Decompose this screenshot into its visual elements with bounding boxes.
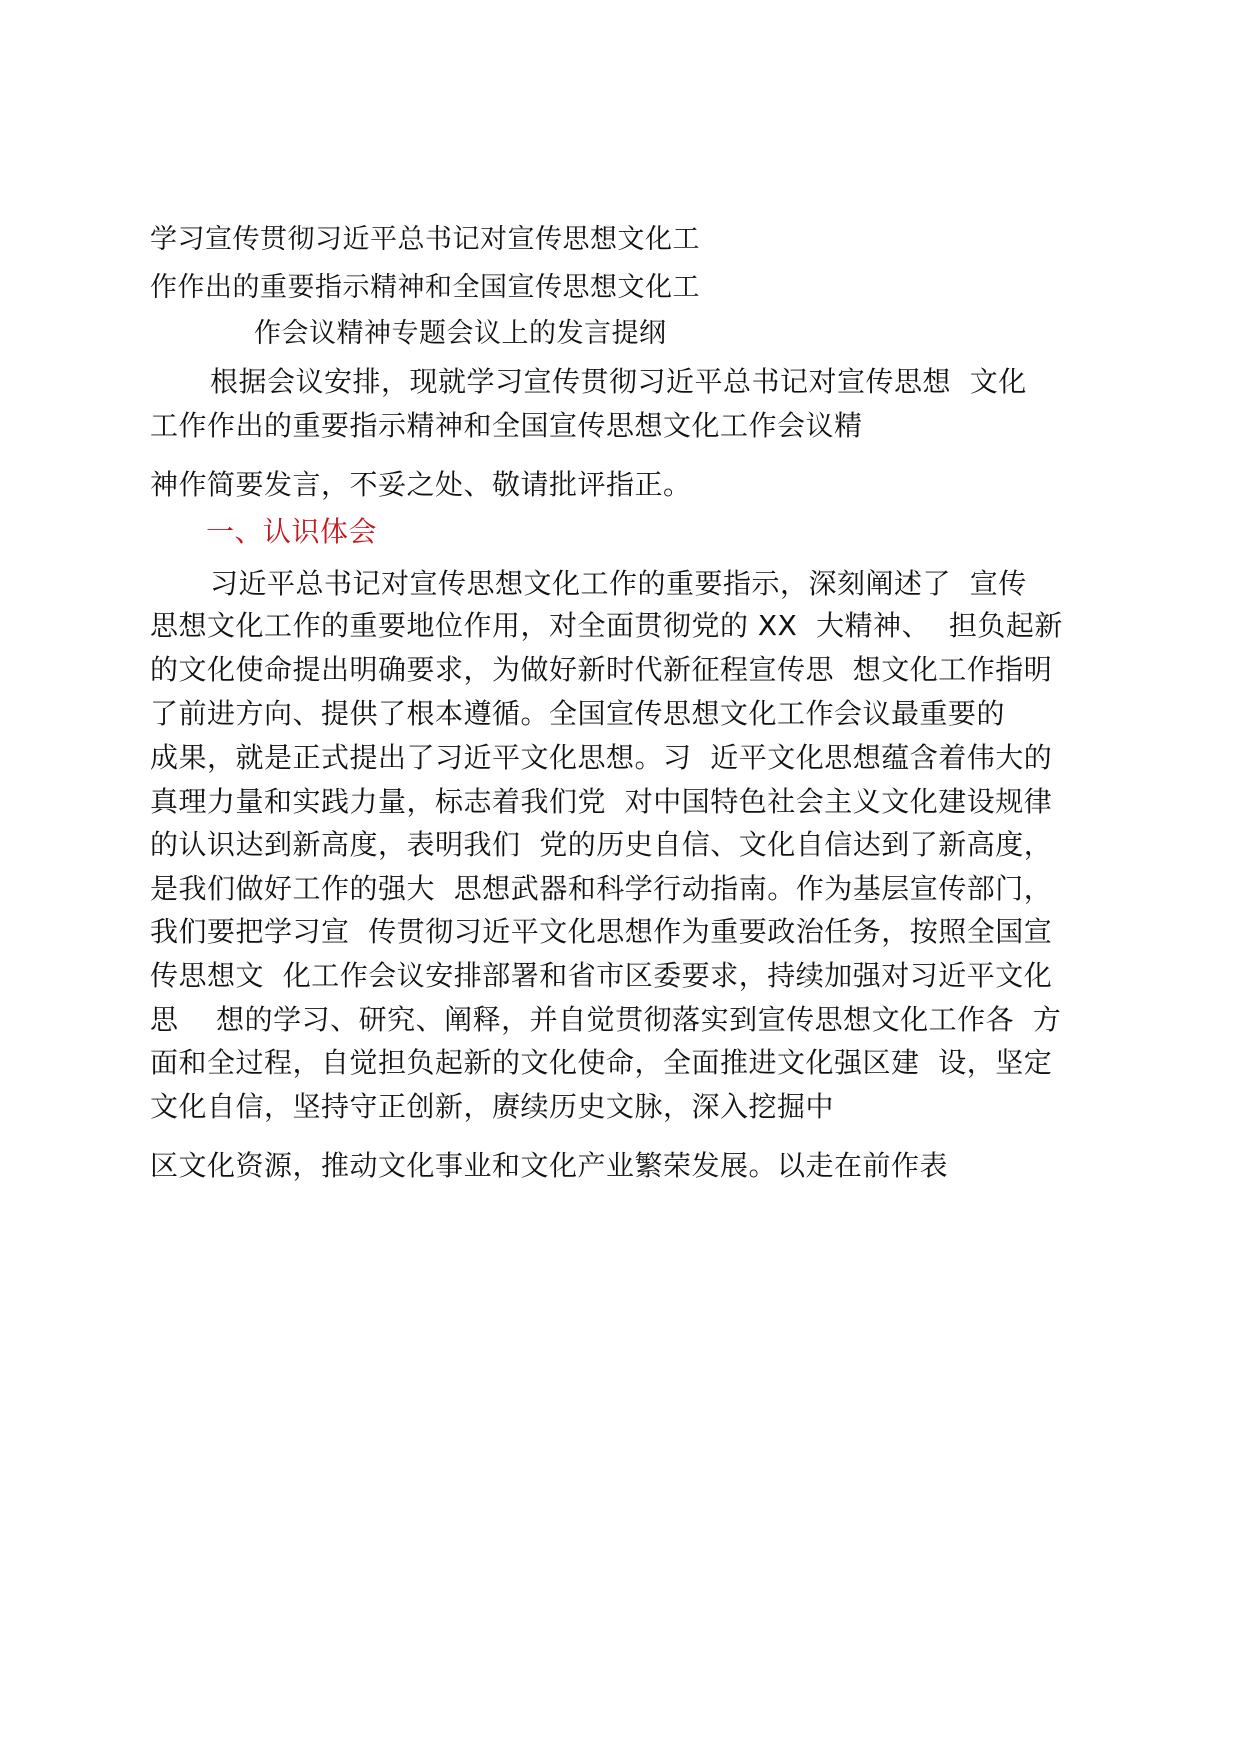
section-heading: 一、认识体会 [206, 515, 378, 548]
body-line-1: 习近平总书记对宣传思想文化工作的重要指示，深刻阐述了 宣传 [210, 567, 1027, 600]
title-line-1: 学习宣传贯彻习近平总书记对宣传思想文化工 [150, 224, 700, 255]
body-line-6: 真理力量和实践力量，标志着我们党 对中国特色社会主义文化建设规律 [150, 785, 1053, 818]
body-line-2: 思想文化工作的重要地位作用，对全面贯彻党的 XX 大精神、 担负起新 [150, 609, 1063, 642]
body-line-9: 我们要把学习宣 传贯彻习近平文化思想作为重要政治任务，按照全国宣 [150, 915, 1053, 948]
body-line-8: 是我们做好工作的强大 思想武器和科学行动指南。作为基层宣传部门， [150, 872, 1053, 905]
intro-line-3: 神作简要发言，不妥之处、敬请批评指正。 [150, 468, 692, 501]
title-line-2: 作作出的重要指示精神和全国宣传思想文化工 [150, 272, 700, 303]
body-line-10: 传思想文 化工作会议安排部署和省市区委要求，持续加强对习近平文化 [150, 959, 1053, 992]
body-line-3: 的文化使命提出明确要求，为做好新时代新征程宣传思 想文化工作指明 [150, 653, 1053, 686]
body-line-4: 了前进方向、提供了根本遵循。全国宣传思想文化工作会议最重要的 [150, 697, 1006, 730]
title-line-3: 作会议精神专题会议上的发言提纲 [254, 318, 667, 349]
intro-line-1: 根据会议安排，现就学习宣传贯彻习近平总书记对宣传思想 文化 [210, 365, 1027, 398]
body-line-14: 区文化资源，推动文化事业和文化产业繁荣发展。以走在前作表 [150, 1149, 949, 1182]
body-line-5: 成果，就是正式提出了习近平文化思想。习 近平文化思想蕴含着伟大的 [150, 741, 1053, 774]
body-line-12: 面和全过程，自觉担负起新的文化使命，全面推进文化强区建 设，坚定 [150, 1046, 1053, 1079]
body-line-13: 文化自信，坚持守正创新，赓续历史文脉，深入挖掘中 [150, 1090, 835, 1123]
intro-line-2: 工作作出的重要指示精神和全国宣传思想文化工作会议精 [150, 409, 863, 442]
body-line-11: 思 想的学习、研究、阐释，并自觉贯彻落实到宣传思想文化工作各 方 [150, 1003, 1062, 1036]
body-line-7: 的认识达到新高度，表明我们 党的历史自信、文化自信达到了新高度， [150, 828, 1053, 861]
